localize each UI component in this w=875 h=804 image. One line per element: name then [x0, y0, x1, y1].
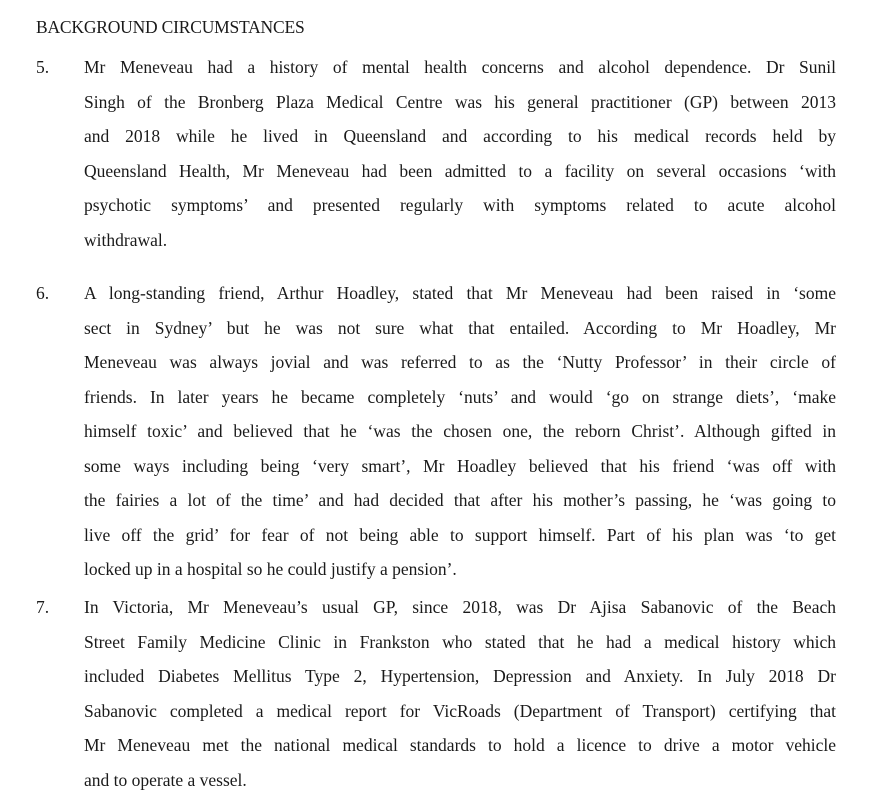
paragraph-line: locked up in a hospital so he could justify a pension’. — [84, 559, 457, 579]
paragraph-line: included Diabetes Mellitus Type 2, Hypertension, Depression and Anxiety. In July 2018 Dr — [84, 666, 836, 686]
paragraph-line: Mr Meneveau met the national medical standards to hold a licence to drive a motor vehicle — [84, 735, 836, 755]
paragraph-line: psychotic symptoms’ and presented regularly with symptoms related to acute alcohol — [84, 195, 836, 215]
paragraph-line: Singh of the Bronberg Plaza Medical Centre was his general practitioner (GP) between 2013 — [84, 91, 836, 112]
paragraph-line: Mr Meneveau had a history of mental health concerns and alcohol dependence. Dr Sunil — [84, 57, 836, 77]
paragraph-line: some ways including being ‘very smart’, Mr Hoadley believed that his friend ‘was off with — [84, 455, 836, 476]
paragraph-line: A long-standing friend, Arthur Hoadley, stated that Mr Meneveau had been raised in ‘some — [84, 283, 836, 303]
paragraph-line: Meneveau was always jovial and was referred to as the ‘Nutty Professor’ in their circle of — [84, 352, 836, 372]
paragraph-number: 5. — [36, 57, 50, 77]
section-heading: BACKGROUND CIRCUMSTANCES — [36, 17, 305, 37]
paragraph-line: withdrawal. — [84, 229, 168, 250]
paragraph-line: In Victoria, Mr Meneveau’s usual GP, since 2018, was Dr Ajisa Sabanovic of the Beach — [84, 597, 836, 617]
paragraph-number: 6. — [36, 283, 50, 303]
paragraph-line: and 2018 while he lived in Queensland and according to his medical records held by — [84, 126, 836, 146]
paragraph-line: friends. In later years he became completely ‘nuts’ and would ‘go on strange diets’, ‘make — [84, 386, 836, 407]
paragraph-line: and to operate a vessel. — [84, 769, 247, 790]
paragraph-line: the fairies a lot of the time’ and had decided that after his mother’s passing, he ‘was going to — [84, 490, 836, 510]
paragraph-line: Street Family Medicine Clinic in Frankston who stated that he had a medical history which — [84, 631, 836, 652]
paragraph-line: sect in Sydney’ but he was not sure what that entailed. According to Mr Hoadley, Mr — [84, 317, 836, 338]
paragraph-line: live off the grid’ for fear of not being able to support himself. Part of his plan was ‘to get — [84, 524, 836, 545]
paragraph-number: 7. — [36, 597, 50, 617]
paragraph-line: himself toxic’ and believed that he ‘was the chosen one, the reborn Christ’. Although gifted in — [84, 421, 836, 441]
paragraph-line: Sabanovic completed a medical report for VicRoads (Department of Transport) certifying that — [84, 700, 836, 721]
paragraph-line: Queensland Health, Mr Meneveau had been admitted to a facility on several occasions ‘with — [84, 160, 836, 181]
